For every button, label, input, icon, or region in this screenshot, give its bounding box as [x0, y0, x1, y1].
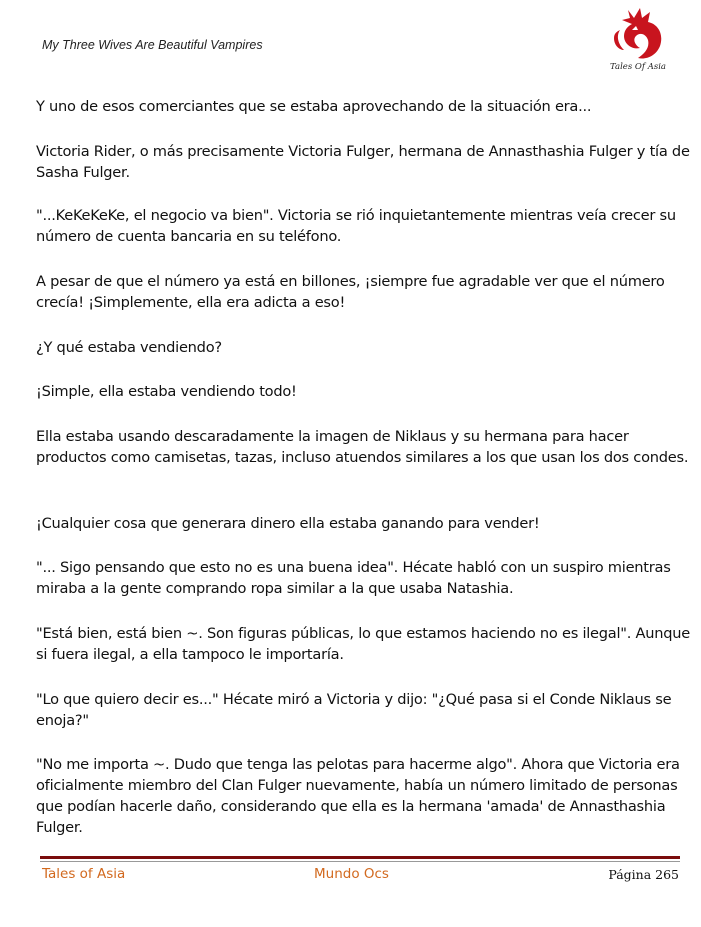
paragraph: Victoria Rider, o más precisamente Victoria Fulger, hermana de Annasthashia Fulger y tía de Sasha Fulger.: [36, 143, 690, 181]
paragraph: ¿Y qué estaba vendiendo?: [36, 339, 222, 356]
page-number: Página 265: [608, 867, 679, 882]
paragraph: ¡Cualquier cosa que generara dinero ella estaba ganando para vender!: [36, 515, 540, 532]
paragraph: "...KeKeKeKe, el negocio va bien". Victoria se rió inquietantemente mientras veía crecer su número de cuenta bancaria en su teléfono.: [36, 207, 676, 245]
paragraph: Ella estaba usando descaradamente la imagen de Niklaus y su hermana para hacer productos como camisetas, tazas, incluso atuendos similares a los que usan los dos condes.: [36, 428, 689, 466]
paragraph: "... Sigo pensando que esto no es una buena idea". Hécate habló con un suspiro mientras miraba a la gente comprando ropa similar a la que usaba Natashia.: [36, 559, 671, 597]
book-title: My Three Wives Are Beautiful Vampires: [42, 38, 263, 52]
footer-series: Mundo Ocs: [314, 866, 389, 882]
paragraph: "Está bien, está bien ~. Son figuras públicas, lo que estamos haciendo no es ilegal". Aunque si fuera ilegal, a ella tampoco le importaría.: [36, 625, 691, 663]
paragraph: Y uno de esos comerciantes que se estaba aprovechando de la situación era...: [36, 98, 592, 115]
paragraph: "Lo que quiero decir es..." Hécate miró a Victoria y dijo: "¿Qué pasa si el Conde Niklaus se enoja?": [36, 691, 672, 729]
footer-divider-thin: [40, 861, 680, 862]
paragraph: "No me importa ~. Dudo que tenga las pelotas para hacerme algo". Ahora que Victoria era oficialmente miembro del Clan Fulger nuevamente, había un número limitado de personas que podían hacerle daño, considerando que ella es la hermana 'amada' de Annasthashia Fulger.: [36, 756, 680, 836]
logo-text: Tales Of Asia: [610, 62, 666, 72]
footer-divider: [40, 856, 680, 859]
dragon-icon: [606, 4, 670, 64]
paragraph: ¡Simple, ella estaba vendiendo todo!: [36, 383, 297, 400]
dragon-logo: [606, 4, 670, 76]
footer-publisher: Tales of Asia: [42, 866, 126, 882]
paragraph: A pesar de que el número ya está en billones, ¡siempre fue agradable ver que el número crecía! ¡Simplemente, ella era adicta a eso!: [36, 273, 665, 311]
